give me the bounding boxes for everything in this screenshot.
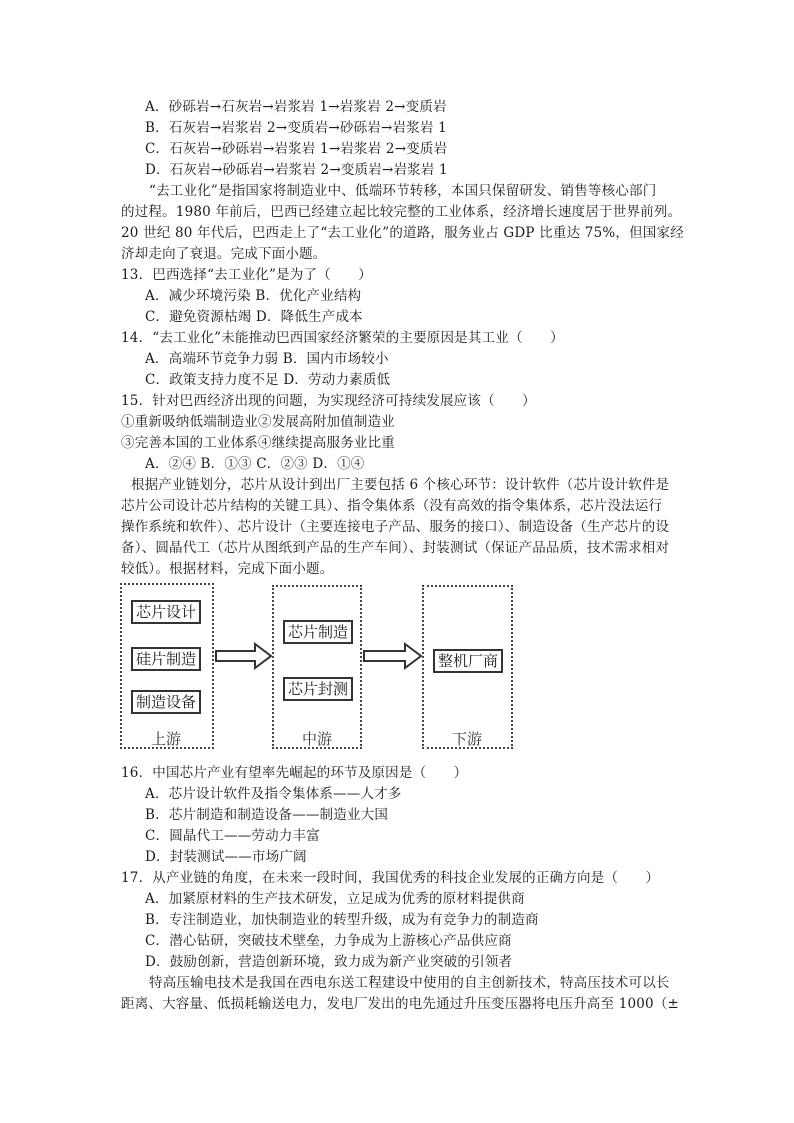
passage1-line2: 的过程。1980 年前后，巴西已经建立起比较完整的工业体系，经济增长速度居于世界前列。 — [121, 204, 682, 220]
passage3-line2: 距离、大容量、低损耗输送电力，发电厂发出的电先通过升压变压器将电压升高至 1000（± — [121, 996, 680, 1012]
passage2-line3: 操作系统和软件）、芯片设计（主要连接电子产品、服务的接口）、制造设备（生产芯片的设 — [121, 519, 670, 535]
oem-manufacturer-box: 整机厂商 — [433, 649, 503, 673]
passage2-line4: 备）、圆晶代工（芯片从图纸到产品的生产车间）、封装测试（保证产品品质，技术需求相对 — [121, 540, 670, 556]
passage1-line3: 20 世纪 80 年代后，巴西走上了“去工业化”的道路，服务业占 GDP 比重达 75%，但国家经 — [121, 225, 684, 241]
q16-option-b: B．芯片制造和制造设备——制造业大国 — [145, 807, 389, 823]
prev-option-a: A．砂砾岩→石灰岩→岩浆岩 1→岩浆岩 2→变质岩 — [145, 99, 447, 115]
downstream-stage — [422, 585, 513, 749]
prev-option-c: C．石灰岩→砂砾岩→岩浆岩 1→岩浆岩 2→变质岩 — [145, 141, 448, 157]
prev-option-d: D．石灰岩→砂砾岩→岩浆岩 2→变质岩→岩浆岩 1 — [145, 162, 448, 178]
passage2-line2: 芯片公司设计芯片结构的关键工具）、指令集体系（没有高效的指令集体系，芯片没法运行 — [121, 498, 663, 514]
q17-option-b: B．专注制造业，加快制造业的转型升级，成为有竞争力的制造商 — [145, 912, 539, 928]
q15-items-34: ③完善本国的工业体系④继续提高服务业比重 — [121, 435, 395, 451]
q15-stem: 15．针对巴西经济出现的问题，为实现经济可持续发展应该（ ） — [121, 393, 536, 409]
q16-option-c: C．圆晶代工——劳动力丰富 — [145, 828, 320, 844]
q15-options: A．②④ B．①③ C．②③ D．①④ — [145, 456, 365, 472]
q17-stem: 17．从产业链的角度，在未来一段时间，我国优秀的科技企业发展的正确方向是（ ） — [121, 870, 660, 886]
passage2-line5: 较低）。根据材料，完成下面小题。 — [121, 561, 334, 577]
chip-packaging-testing-box: 芯片封测 — [283, 677, 353, 701]
midstream-stage — [272, 585, 362, 749]
upstream-label: 上游 — [151, 730, 182, 748]
manufacturing-equipment-box: 制造设备 — [131, 690, 201, 714]
passage1-line1: “去工业化”是指国家将制造业中、低端环节转移，本国只保留研发、销售等核心部门 — [149, 183, 657, 199]
q14-stem: 14．“去工业化”未能推动巴西国家经济繁荣的主要原因是其工业（ ） — [121, 330, 564, 346]
prev-option-b: B．石灰岩→岩浆岩 2→变质岩→砂砾岩→岩浆岩 1 — [145, 120, 447, 136]
downstream-label: 下游 — [452, 730, 483, 748]
q17-option-d: D．鼓励创新，营造创新环境，致力成为新产业突破的引领者 — [145, 954, 513, 970]
arrow-midstream-to-downstream — [363, 643, 423, 669]
q13-options-cd: C．避免资源枯竭 D．降低生产成本 — [145, 309, 363, 325]
q16-option-a: A．芯片设计软件及指令集体系——人才多 — [145, 786, 402, 802]
passage2-line1: 根据产业链划分，芯片从设计到出厂主要包括 6 个核心环节：设计软件（芯片设计软件是 — [131, 477, 670, 493]
q13-options-ab: A．减少环境污染 B．优化产业结构 — [145, 288, 362, 304]
q15-items-12: ①重新吸纳低端制造业②发展高附加值制造业 — [121, 414, 395, 430]
q13-stem: 13．巴西选择“去工业化”是为了（ ） — [121, 267, 372, 283]
q14-options-cd: C．政策支持力度不足 D．劳动力素质低 — [145, 372, 391, 388]
industry-chain-diagram — [120, 583, 520, 753]
passage1-line4: 济却走向了衰退。完成下面小题。 — [121, 246, 327, 262]
q17-option-c: C．潜心钻研，突破技术壁垒，力争成为上游核心产品供应商 — [145, 933, 512, 949]
chip-manufacturing-box: 芯片制造 — [283, 620, 353, 644]
q17-option-a: A．加紧原材料的生产技术研发，立足成为优秀的原材料提供商 — [145, 891, 525, 907]
arrow-upstream-to-midstream — [215, 643, 273, 669]
q16-option-d: D．封装测试——市场广阔 — [145, 849, 307, 865]
upstream-stage — [120, 583, 214, 749]
passage3-line1: 特高压输电技术是我国在西电东送工程建设中使用的自主创新技术，特高压技术可以长 — [149, 975, 670, 991]
q14-options-ab: A．高端环节竞争力弱 B．国内市场较小 — [145, 351, 389, 367]
midstream-label: 中游 — [302, 730, 333, 748]
chip-design-box: 芯片设计 — [131, 600, 201, 624]
q16-stem: 16．中国芯片产业有望率先崛起的环节及原因是（ ） — [121, 765, 468, 781]
wafer-manufacturing-box: 硅片制造 — [131, 647, 201, 671]
